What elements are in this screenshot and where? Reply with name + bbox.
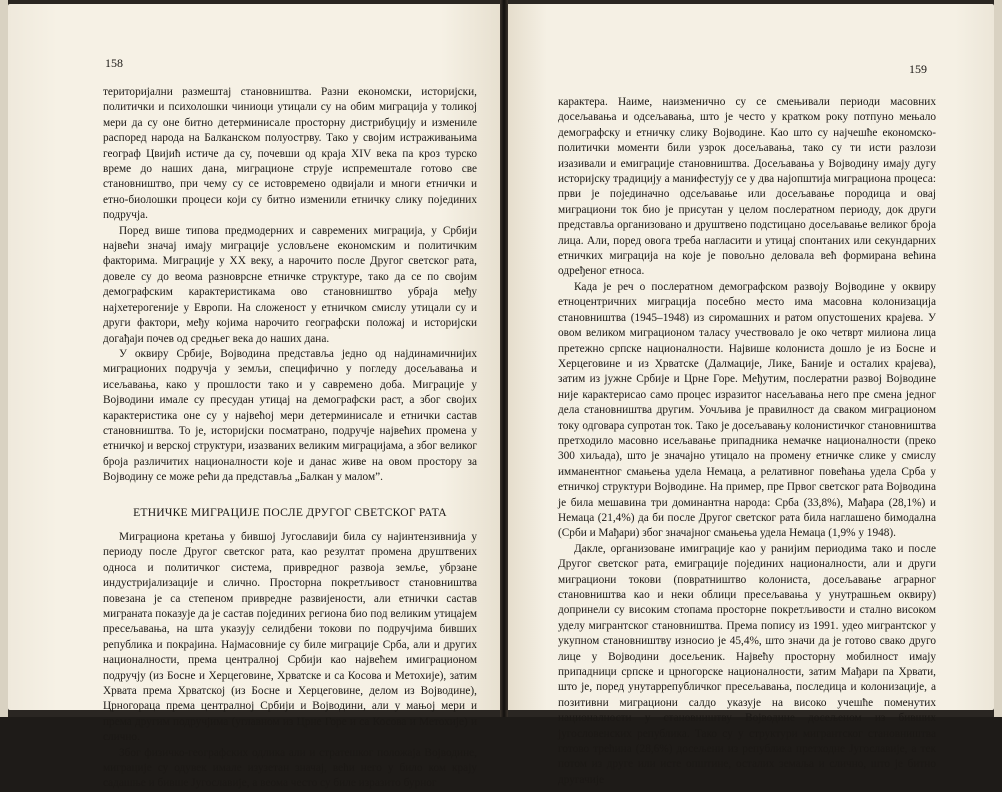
left-page-body	[103, 85, 477, 792]
left-page	[8, 4, 500, 790]
page-stack-right-edge	[994, 0, 1002, 717]
paragraph: територијални размештај становништва. Разни економски, историјски, политички и психолошки чиниоци утицали су на обим миграција у толикој мери да су оне битно детерминисале просторну дистрибуцију и измениле распоред народа на Балканском полуострву. Тако у својим истраживањима географ Цвијић истиче да су, почевши од краја XIV века па кроз турско време до наших дана, миграционе струје испремештале готово све становништво, при чему су се истовремено одвијали и многи етнички и етно-биолошки процеси који су битно изменили етничку слику појединих подручја.	[103, 86, 477, 222]
right-page-body	[558, 95, 936, 788]
page-number-right: 159	[909, 62, 927, 76]
paragraph: Дакле, организоване имиграције као у ранијим периодима тако и после Другог светског рата, емиграције појединих националности, али и други миграциони токови (повратништво колониста, досељавање аграрног становништва као и неки облици пресељавања у унутрашњем оквиру) допринели су високим стопама просторне покретљивости и стално високом уделу мигрантског становништва. Према попису из 1991. удео мигрантског у укупном становништву износио је 45,4%, што значи да је готово свако друго лице у Војводини досељеник. Највећу просторну мобилност имају припадници српске и црногорске националности, затим Мађари па Хрвати, што је, поред унутаррепубличког пресељавања, последица и колонизације, а позитивни миграциони салдо указује на високо учешће поменутих националности у становништву Војводине досељеном из бивших југословенских република. Тако су у структури мигрантског становништва готово трећина (28,6%) досељени из република претходне Југославије, а тек потом из друге или исте општине, осталих земаља и слично, што је битно другачије	[558, 542, 936, 786]
page-number-left: 158	[105, 56, 123, 70]
paragraph: Миграциона кретања у бившој Југославији била су најинтензивнија у периоду после Другог светског рата, као резултат промена друштвених односа и политичког система, привредног развоја земље, убрзане индустријализације и слично. Просторна покретљивост становништва повезана је са степеном привредне развијености, али етнички састав миграната показује да је састав појединих региона био под великим утицајем пресељавања, на шта указују селидбени токови по подручјима бивших република и покрајина. Најмасовније су биле миграције Срба, али и других националности, према централној Србији као највећем имиграционом подручју (из Босне и Херцеговине, Хрватске и са Косова и Метохије), затим Хрвата према Хрватској (из Босне и Херцеговине, делом из Војводине), Црногораца према централној Србији и Војводини, али у мањој мери и према другим подручјима (углавном из Црне Горе и са Косова и Метохије) и слично.	[103, 530, 477, 744]
paragraph: Када је реч о послератном демографском развоју Војводине у оквиру етноцентричних миграција посебно место има масовна колонизација становништва (1945–1948) из сиромашних и ратом опустошених крајева. У овом великом миграционом таласу учествовало је око четврт милиона лица претежно српске националности. Највише колониста дошло је из Босне и Херцеговине и из Хрватске (Далмације, Лике, Баније и осталих крајева), затим из јужне Србије и Црне Горе. Међутим, послератни развој Војводине није карактерисао само процес изразитог насељавања него пре смена једног дела становништва другим. Уочљива је правилност да сваком миграционом току одговара супротан ток. Тако је досељавању колонистичког становништва претходило масовно исељавање припадника немачке националности (преко 300 хиљада), што је значајно утицало на промену етничке слике у смислу имманентног смањења удела Немаца, а релативног повећања удела Срба у етничкој структури Војводине. На пример, пре Првог светског рата Војводина је била мешавина три доминантна народа: Срба (33,8%), Мађара (28,1%) и Немаца (21,4%) да би после Другог светског рата била наглашено бимодална (Срби и Мађари) због значајног смањења удела Немаца (1,9% у 1948).	[558, 280, 936, 540]
paragraph: Поред више типова предмодерних и савремених миграција, у Србији највећи значај имају миграције условљене економским и политичким факторима. Миграције у XX веку, а нарочито после Другог светског рата, довеле су до веома разноврсне етничке структуре, тако да се по својим демографским карактеристикама ово становништво убраја међу најхетерогеније у Европи. На сложеност у етничком смислу утицали су и други фактори, међу којима нарочито географски положај и историјски догађаји почев од средњег века до наших дана.	[103, 224, 477, 345]
paragraph: Због физичко-географских одлика али и стратешког положаја Војводине, миграције су одувек имале изузетан значај, већи него у било ком крају садашње и бивше Југославије, а веома често су биле изразито бурног	[103, 746, 477, 790]
right-page	[508, 4, 994, 786]
page-stack-left-edge	[0, 0, 8, 717]
paragraph: карактера. Наиме, наизменично су се смењивали периоди масовних досељавања и одсељавања, што је често у кратком року потпуно мењало демографску и етничку слику Војводине. Као што су најчешће економско-политички моменти били узрок досељавања, тако су ти исти разлози изазивали и емиграције становништва. Досељавања у Војводину имају дугу историјску традицију а манифестују се у два најопштија миграциона процеса: први је појединачно одсељавање или досељавање породица и овај миграциони ток био је присутан у целом послератном периоду, док други представља организовано и друштвено подстицано досељавање великог броја лица. Али, поред овога треба нагласити и утицај спонтаних или секундарних етничких миграција на које је повољно деловала већ формирана већина одређеног етноса.	[558, 96, 936, 278]
paragraph: У оквиру Србије, Војводина представља једно од најдинамичнијих миграционих подручја у земљи, специфично у погледу досељавања и исељавања, како у прошлости тако и у савремено доба. Миграције у Војводини имале су пресудан утицај на демографски раст, а због својих карактеристика оне су у највећој мери детерминисале и етнички састав становништва. То је, историјски посматрано, подручје највећих промена у етничкој и верској структури, изазваних великим миграцијама, а због великог броја различитих националности које и данас живе на овом простору за Војводину се може рећи да представља „Балкан у малом”.	[103, 347, 477, 484]
book-gutter	[500, 0, 508, 717]
section-heading: ЕТНИЧКЕ МИГРАЦИЈЕ ПОСЛЕ ДРУГОГ СВЕТСКОГ РАТА	[133, 505, 447, 519]
